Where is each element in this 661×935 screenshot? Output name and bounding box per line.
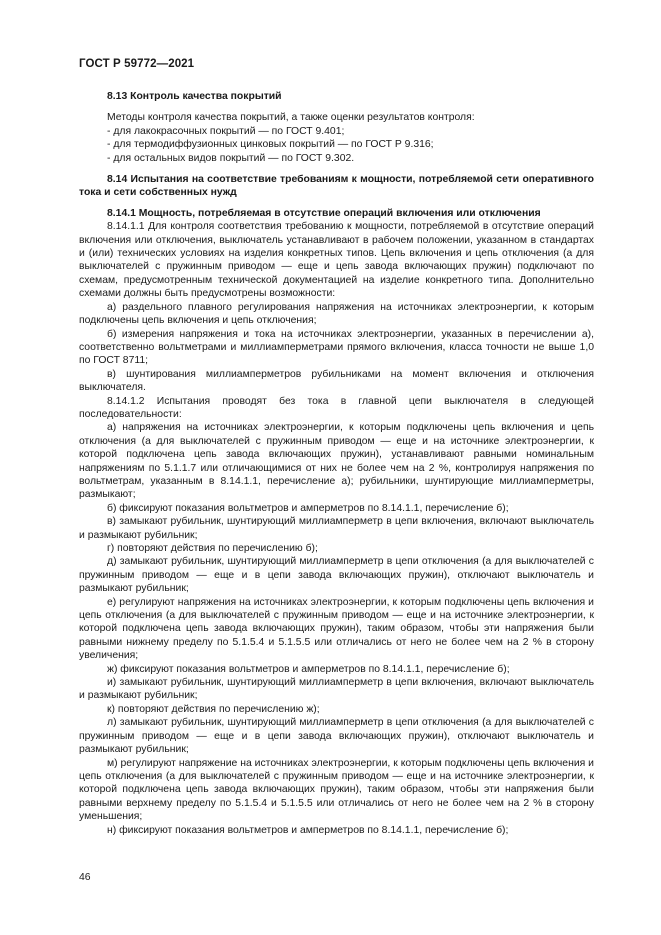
list-item: г) повторяют действия по перечислению б);: [107, 543, 318, 554]
list-item: е) регулируют напряжения на источниках электроэнергии, к которым подключены цепь включения и цепь отключения (а для выключателей с пружинным приводом — еще и на источнике электроэнергии, к которой подключена цепь завода включающих пружин), таким образом, чтобы эти напряжения были равными нижнему пределу по 5.1.5.4 и 5.1.5.5 или отличались от него не более чем на 2 % в сторону увеличения;: [79, 596, 594, 662]
list-item: в) замыкают рубильник, шунтирующий миллиамперметр в цепи включения, включают выключатель и размыкают рубильник;: [79, 516, 594, 541]
paragraph-8-14-1-2: 8.14.1.2 Испытания проводят без тока в главной цепи выключателя в следующей последовательности:: [79, 395, 594, 420]
list-item: и) замыкают рубильник, шунтирующий миллиамперметр в цепи включения, включают выключатель и размыкают рубильник;: [79, 677, 594, 702]
list-item: д) замыкают рубильник, шунтирующий миллиамперметр в цепи отключения (а для выключателей с пружинным приводом — еще и в цепи завода включающих пружин), отключают выключатель и размыкают рубильник;: [79, 556, 594, 595]
list-item: н) фиксируют показания вольтметров и амперметров по 8.14.1.1, перечисление б);: [107, 824, 509, 836]
list-item: в) шунтирования миллиамперметров рубильниками на момент включения и отключения выключателя.: [79, 368, 594, 394]
paragraph-8-14-1-1: 8.14.1.1 Для контроля соответствия требованию к мощности, потребляемой в отсутствие операций включения или отключения, выключатель устанавливают в рабочем положении, указанном в стандартах и (или) технических условиях на изделия конкретных типов. Цепь включения и цепь отключения (а для выключателей с пружинным приводом — еще и цепь завода включающих пружин) подключают по схемам, предусмотренным технической документацией на изделие конкретного типа. Дополнительно схемами должны быть предусмотрены возможности:: [79, 221, 594, 300]
list-item: - для термодиффузионных цинковых покрытий — по ГОСТ Р 9.316;: [107, 139, 434, 151]
list-item: б) измерения напряжения и тока на источниках электроэнергии, указанных в перечислении а), соответственно вольтметрами и миллиамперметрами прямого включения, класса точности не выше 1,0 по ГОСТ 8711;: [79, 328, 594, 367]
list-item: к) повторяют действия по перечислению ж);: [107, 703, 320, 715]
section-8-13-intro: Методы контроля качества покрытий, а также оценки результатов контроля:: [107, 112, 475, 124]
list-item: б) фиксируют показания вольтметров и амперметров по 8.14.1.1, перечисление б);: [107, 502, 509, 514]
standard-header: ГОСТ Р 59772—2021: [79, 58, 195, 70]
section-8-14-title: 8.14 Испытания на соответствие требованиям к мощности, потребляемой сети оперативного тока и сети собственных нужд: [79, 174, 594, 199]
list-item: л) замыкают рубильник, шунтирующий миллиамперметр в цепи отключения (а для выключателей с пружинным приводом — еще и в цепи завода включающих пружин), отключают выключатель и размыкают рубильник;: [79, 717, 594, 756]
list-item: - для лакокрасочных покрытий — по ГОСТ 9.401;: [107, 125, 345, 137]
page-number: 46: [79, 872, 91, 883]
list-item: а) напряжения на источниках электроэнергии, к которым подключены цепь включения и цепь отключения (а для выключателей с пружинным приводом — еще и на источнике электроэнергии, к которой подключена цепь завода включающих пружин), устанавливают равными номинальным напряжениям по 5.1.1.7 или отличающимися от них не более чем на 2 %, контролируя напряжения по вольтметрам, указанным в 8.14.1.1, перечисление а); рубильники, шунтирующие миллиамперметры, размыкают;: [79, 422, 594, 501]
list-item: м) регулируют напряжение на источниках электроэнергии, к которым подключены цепь включения и цепь отключения (а для выключателей с пружинным приводом — еще и на источнике электроэнергии, к которой подключена цепь завода включающих пружин), таким образом, чтобы эти напряжения были равными верхнему пределу по 5.1.5.4 и 5.1.5.5 или отличались от него не более чем на 2 % в сторону уменьшения;: [79, 757, 594, 823]
list-item: - для остальных видов покрытий — по ГОСТ 9.302.: [107, 152, 355, 164]
section-8-14-1-title: 8.14.1 Мощность, потребляемая в отсутствие операций включения или отключения: [107, 207, 541, 219]
list-item: ж) фиксируют показания вольтметров и амперметров по 8.14.1.1, перечисление б);: [107, 663, 510, 675]
page-content: [79, 90, 594, 837]
list-item: а) раздельного плавного регулирования напряжения на источниках электроэнергии, к которым подключены цепь включения и цепь отключения;: [79, 301, 594, 327]
section-8-13-title: 8.13 Контроль качества покрытий: [107, 91, 282, 102]
